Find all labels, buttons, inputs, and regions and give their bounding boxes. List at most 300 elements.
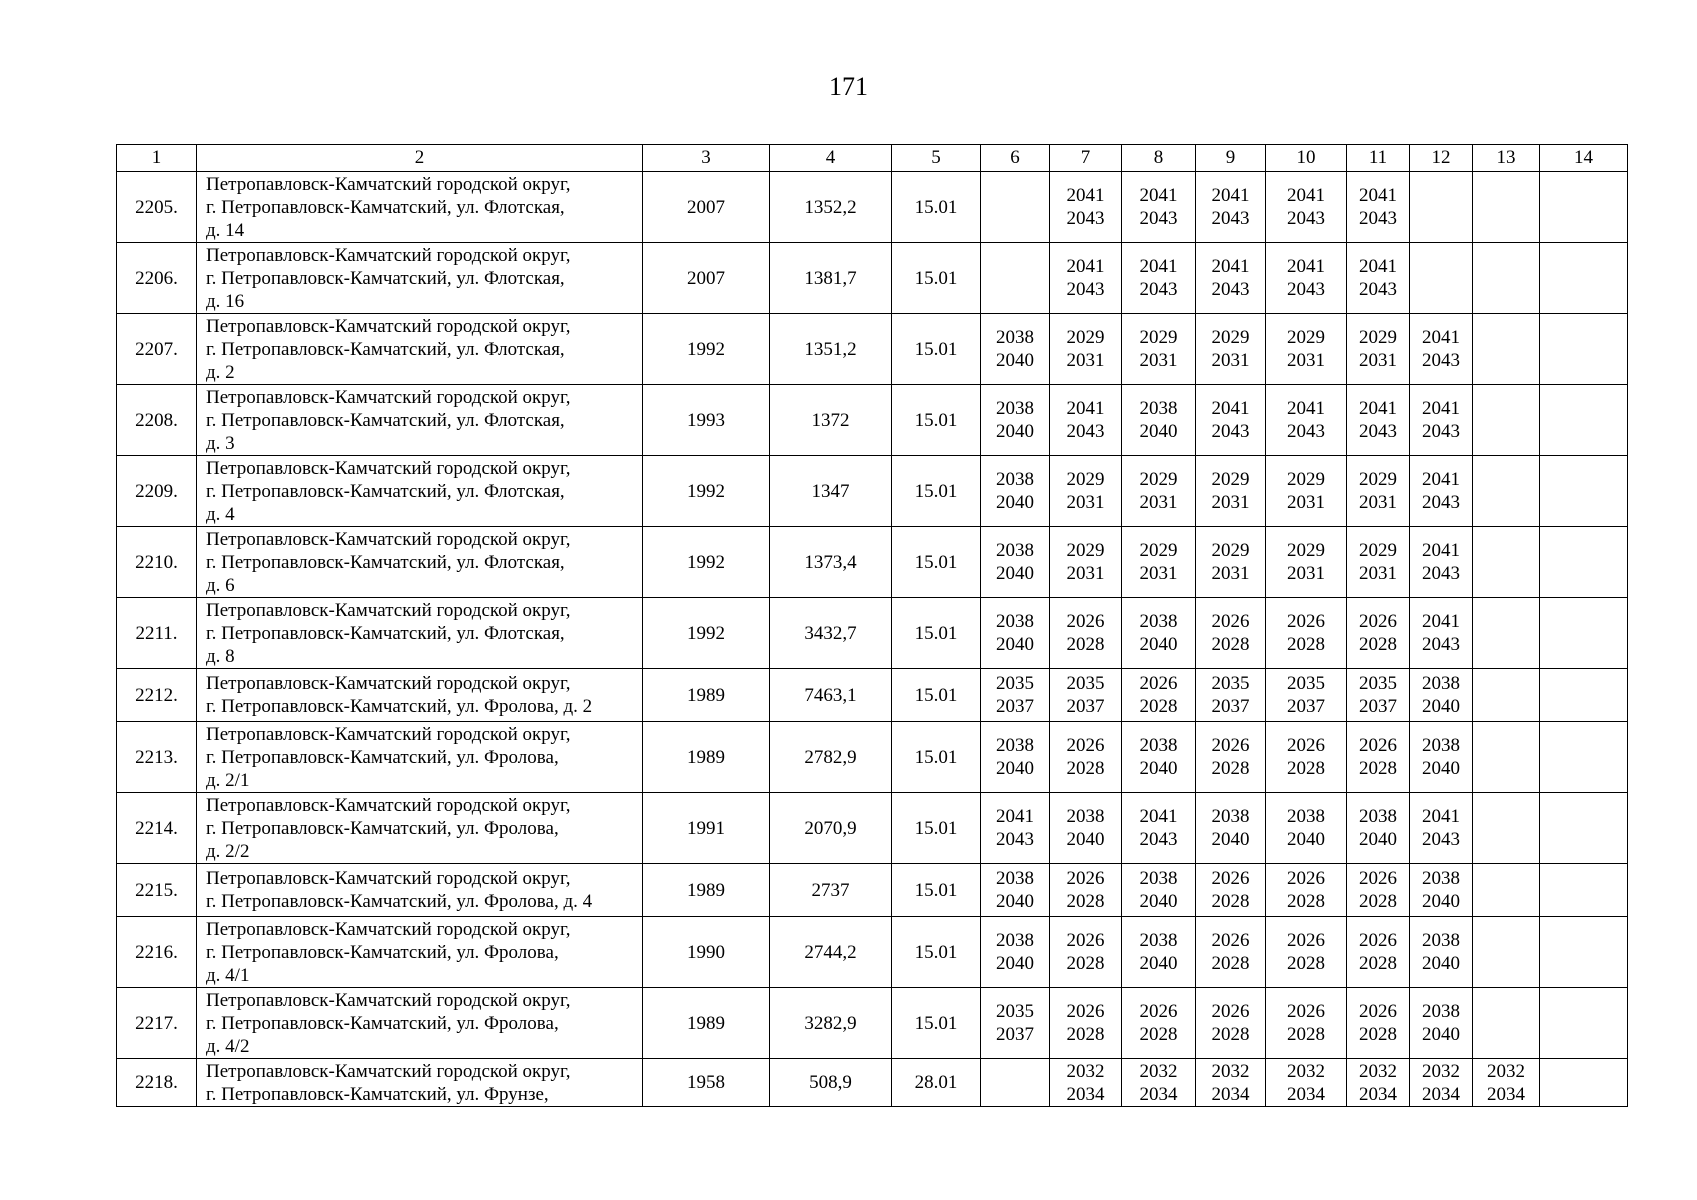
period-year: 2040 (1139, 758, 1178, 779)
period-cell-c6 (981, 917, 1050, 988)
period-cell-c6 (981, 314, 1050, 385)
code-cell: 15.01 (892, 988, 981, 1059)
period-year: 2032 (1422, 1060, 1460, 1082)
period-year: 2034 (1066, 1083, 1105, 1105)
period-year: 2032 (1066, 1060, 1105, 1082)
year-built-cell: 1992 (643, 598, 770, 669)
period-year: 2037 (1287, 696, 1325, 717)
address-cell (197, 243, 643, 314)
period-year: 2034 (1139, 1083, 1178, 1105)
period-year: 2038 (1211, 806, 1250, 827)
period-year: 2043 (1287, 279, 1325, 300)
period-cell-c13 (1473, 314, 1540, 385)
period-cell-c6 (981, 527, 1050, 598)
area-cell: 3432,7 (770, 598, 892, 669)
address-line: г. Петропавловск-Камчатский, ул. Фролова, (206, 1012, 559, 1034)
table-row (117, 385, 1628, 456)
period-year: 2034 (1487, 1083, 1525, 1105)
period-year: 2026 (1287, 868, 1325, 889)
address-line: г. Петропавловск-Камчатский, ул. Флотская, (206, 551, 565, 573)
period-cell-c6 (981, 385, 1050, 456)
period-year: 2043 (1139, 279, 1178, 300)
column-header: 6 (981, 145, 1050, 172)
code-cell: 15.01 (892, 864, 981, 917)
area-cell: 2744,2 (770, 917, 892, 988)
period-year: 2041 (1139, 256, 1178, 277)
period-cell-c8 (1122, 527, 1196, 598)
period-year: 2026 (1211, 1001, 1250, 1022)
address-line: г. Петропавловск-Камчатский, ул. Флотская, (206, 480, 565, 502)
address-line: д. 2/2 (206, 840, 250, 862)
column-header: 5 (892, 145, 981, 172)
period-cell-c12 (1410, 172, 1473, 243)
period-year: 2026 (1211, 930, 1250, 951)
table-row (117, 598, 1628, 669)
period-cell-c8 (1122, 314, 1196, 385)
address-line: Петропавловск-Камчатский городской округ, (206, 315, 571, 337)
period-year: 2040 (996, 953, 1034, 974)
address-line: Петропавловск-Камчатский городской округ, (206, 457, 571, 479)
period-cell-c12 (1410, 456, 1473, 527)
period-cell-c11 (1347, 598, 1410, 669)
address-line: д. 8 (206, 645, 235, 667)
period-cell-c11 (1347, 1059, 1410, 1107)
period-cell-c9 (1196, 456, 1266, 527)
period-year: 2040 (996, 492, 1034, 513)
period-year: 2041 (1287, 256, 1325, 277)
period-cell-c6 (981, 598, 1050, 669)
period-cell-c8 (1122, 864, 1196, 917)
period-year: 2038 (1139, 398, 1178, 419)
code-cell: 15.01 (892, 793, 981, 864)
period-cell-c9 (1196, 527, 1266, 598)
period-year: 2043 (996, 829, 1034, 850)
period-cell-c10 (1266, 917, 1347, 988)
period-year: 2026 (1139, 673, 1178, 694)
period-cell-c7 (1050, 917, 1122, 988)
period-cell-c12 (1410, 527, 1473, 598)
period-year: 2031 (1066, 492, 1105, 513)
address-line: д. 4/2 (206, 1035, 250, 1057)
period-year: 2041 (1066, 185, 1105, 206)
address-cell (197, 314, 643, 385)
period-year: 2040 (996, 891, 1034, 912)
period-year: 2038 (1139, 611, 1178, 632)
period-cell-c11 (1347, 917, 1410, 988)
address-line: г. Петропавловск-Камчатский, ул. Фролова, (206, 941, 559, 963)
period-year: 2040 (1359, 829, 1397, 850)
year-built-cell: 1991 (643, 793, 770, 864)
period-year: 2041 (996, 806, 1034, 827)
address-line: Петропавловск-Камчатский городской округ, (206, 173, 571, 195)
period-cell-c11 (1347, 527, 1410, 598)
row-number: 2208. (117, 385, 197, 456)
address-line: д. 6 (206, 574, 235, 596)
period-year: 2026 (1359, 611, 1397, 632)
table-row (117, 243, 1628, 314)
address-line: д. 2/1 (206, 769, 250, 791)
column-header: 10 (1266, 145, 1347, 172)
period-year: 2043 (1422, 350, 1460, 371)
code-cell: 15.01 (892, 722, 981, 793)
address-line: г. Петропавловск-Камчатский, ул. Флотская, (206, 196, 565, 218)
period-year: 2034 (1287, 1083, 1325, 1105)
period-year: 2029 (1211, 327, 1250, 348)
period-year: 2038 (996, 540, 1034, 561)
period-cell-c6 (981, 669, 1050, 722)
code-cell: 15.01 (892, 598, 981, 669)
period-year: 2043 (1066, 279, 1105, 300)
period-year: 2040 (1139, 634, 1178, 655)
address-line: г. Петропавловск-Камчатский, ул. Фролова, (206, 746, 559, 768)
period-year: 2031 (1139, 563, 1178, 584)
period-year: 2041 (1211, 256, 1250, 277)
period-year: 2043 (1066, 421, 1105, 442)
period-year: 2028 (1287, 758, 1325, 779)
code-cell: 15.01 (892, 527, 981, 598)
period-year: 2034 (1211, 1083, 1250, 1105)
table-row (117, 722, 1628, 793)
year-built-cell: 1989 (643, 669, 770, 722)
period-year: 2028 (1359, 953, 1397, 974)
period-year: 2040 (1422, 696, 1460, 717)
address-line: Петропавловск-Камчатский городской округ, (206, 1060, 571, 1082)
period-cell-c10 (1266, 598, 1347, 669)
period-year: 2026 (1359, 868, 1397, 889)
period-year: 2026 (1359, 930, 1397, 951)
period-year: 2031 (1139, 492, 1178, 513)
period-year: 2031 (1359, 492, 1397, 513)
period-year: 2037 (1359, 696, 1397, 717)
period-cell-c9 (1196, 598, 1266, 669)
period-cell-c7 (1050, 864, 1122, 917)
period-year: 2038 (1422, 868, 1460, 889)
period-year: 2028 (1066, 1024, 1105, 1045)
address-line: г. Петропавловск-Камчатский, ул. Флотская, (206, 622, 565, 644)
period-year: 2031 (1287, 350, 1325, 371)
period-cell-c13 (1473, 988, 1540, 1059)
year-built-cell: 2007 (643, 243, 770, 314)
period-cell-c12 (1410, 385, 1473, 456)
register-table (116, 144, 1628, 1107)
period-cell-c12 (1410, 917, 1473, 988)
period-year: 2043 (1287, 421, 1325, 442)
period-year: 2043 (1359, 208, 1397, 229)
row-number: 2218. (117, 1059, 197, 1107)
period-year: 2040 (1139, 421, 1178, 442)
period-cell-c10 (1266, 314, 1347, 385)
period-cell-c9 (1196, 1059, 1266, 1107)
period-year: 2043 (1139, 829, 1178, 850)
period-year: 2040 (1287, 829, 1325, 850)
period-year: 2041 (1066, 256, 1105, 277)
column-header: 2 (197, 145, 643, 172)
period-year: 2041 (1287, 185, 1325, 206)
period-cell-c9 (1196, 172, 1266, 243)
period-cell-c14 (1540, 243, 1628, 314)
period-cell-c13 (1473, 669, 1540, 722)
code-cell: 15.01 (892, 456, 981, 527)
period-year: 2041 (1422, 398, 1460, 419)
row-number: 2207. (117, 314, 197, 385)
address-line: д. 2 (206, 361, 235, 383)
period-cell-c13 (1473, 172, 1540, 243)
period-cell-c10 (1266, 385, 1347, 456)
period-cell-c9 (1196, 988, 1266, 1059)
period-year: 2029 (1359, 327, 1397, 348)
year-built-cell: 1993 (643, 385, 770, 456)
period-year: 2041 (1211, 398, 1250, 419)
period-year: 2034 (1359, 1083, 1397, 1105)
area-cell: 1351,2 (770, 314, 892, 385)
table-row (117, 988, 1628, 1059)
period-year: 2040 (996, 350, 1034, 371)
period-year: 2029 (1066, 469, 1105, 490)
period-cell-c13 (1473, 917, 1540, 988)
column-header: 9 (1196, 145, 1266, 172)
period-year: 2028 (1066, 891, 1105, 912)
period-year: 2038 (1422, 735, 1460, 756)
column-header: 7 (1050, 145, 1122, 172)
area-cell: 1347 (770, 456, 892, 527)
address-line: г. Петропавловск-Камчатский, ул. Флотская, (206, 267, 565, 289)
area-cell: 1373,4 (770, 527, 892, 598)
period-year: 2041 (1359, 398, 1397, 419)
column-header: 1 (117, 145, 197, 172)
period-year: 2032 (1139, 1060, 1178, 1082)
period-cell-c7 (1050, 669, 1122, 722)
year-built-cell: 1958 (643, 1059, 770, 1107)
period-cell-c13 (1473, 864, 1540, 917)
period-year: 2028 (1066, 953, 1105, 974)
address-cell (197, 722, 643, 793)
column-header: 8 (1122, 145, 1196, 172)
code-cell: 28.01 (892, 1059, 981, 1107)
address-cell (197, 1059, 643, 1107)
year-built-cell: 2007 (643, 172, 770, 243)
area-cell: 1381,7 (770, 243, 892, 314)
period-year: 2043 (1211, 208, 1250, 229)
address-line: Петропавловск-Камчатский городской округ, (206, 723, 571, 745)
period-year: 2038 (1422, 930, 1460, 951)
period-cell-c12 (1410, 1059, 1473, 1107)
period-cell-c12 (1410, 988, 1473, 1059)
period-year: 2038 (1287, 806, 1325, 827)
header-row (117, 145, 1628, 172)
period-year: 2043 (1359, 421, 1397, 442)
address-cell (197, 385, 643, 456)
period-cell-c6 (981, 172, 1050, 243)
period-year: 2043 (1422, 563, 1460, 584)
row-number: 2217. (117, 988, 197, 1059)
period-year: 2043 (1422, 492, 1460, 513)
period-year: 2043 (1211, 279, 1250, 300)
address-cell (197, 172, 643, 243)
period-year: 2029 (1287, 327, 1325, 348)
period-cell-c10 (1266, 243, 1347, 314)
period-cell-c6 (981, 243, 1050, 314)
table-row (117, 314, 1628, 385)
period-year: 2031 (1211, 563, 1250, 584)
period-year: 2031 (1359, 563, 1397, 584)
period-cell-c9 (1196, 722, 1266, 793)
period-cell-c11 (1347, 385, 1410, 456)
period-cell-c13 (1473, 527, 1540, 598)
period-year: 2031 (1287, 563, 1325, 584)
period-year: 2028 (1139, 696, 1178, 717)
period-year: 2041 (1139, 806, 1178, 827)
period-year: 2040 (1139, 891, 1178, 912)
period-cell-c7 (1050, 722, 1122, 793)
period-cell-c7 (1050, 456, 1122, 527)
period-year: 2031 (1066, 563, 1105, 584)
code-cell: 15.01 (892, 243, 981, 314)
period-cell-c10 (1266, 1059, 1347, 1107)
period-cell-c6 (981, 988, 1050, 1059)
table-row (117, 669, 1628, 722)
period-year: 2035 (1066, 673, 1105, 694)
period-cell-c14 (1540, 385, 1628, 456)
period-year: 2031 (1139, 350, 1178, 371)
period-cell-c9 (1196, 314, 1266, 385)
period-year: 2040 (996, 634, 1034, 655)
column-header: 4 (770, 145, 892, 172)
period-year: 2028 (1287, 953, 1325, 974)
period-cell-c11 (1347, 988, 1410, 1059)
address-line: г. Петропавловск-Камчатский, ул. Фрунзе, (206, 1083, 549, 1105)
period-year: 2029 (1066, 327, 1105, 348)
area-cell: 508,9 (770, 1059, 892, 1107)
period-year: 2028 (1359, 1024, 1397, 1045)
address-cell (197, 917, 643, 988)
period-year: 2029 (1066, 540, 1105, 561)
address-cell (197, 864, 643, 917)
period-cell-c8 (1122, 456, 1196, 527)
period-cell-c14 (1540, 598, 1628, 669)
period-year: 2040 (1139, 953, 1178, 974)
period-cell-c11 (1347, 793, 1410, 864)
period-year: 2028 (1066, 634, 1105, 655)
period-year: 2041 (1359, 185, 1397, 206)
period-year: 2040 (1422, 758, 1460, 779)
period-cell-c11 (1347, 722, 1410, 793)
period-year: 2026 (1066, 735, 1105, 756)
period-year: 2040 (1211, 829, 1250, 850)
period-year: 2029 (1139, 327, 1178, 348)
period-cell-c9 (1196, 669, 1266, 722)
period-year: 2029 (1139, 540, 1178, 561)
table-row (117, 1059, 1628, 1107)
period-cell-c13 (1473, 722, 1540, 793)
period-year: 2028 (1287, 634, 1325, 655)
period-year: 2041 (1211, 185, 1250, 206)
period-year: 2038 (1422, 1001, 1460, 1022)
period-cell-c14 (1540, 864, 1628, 917)
period-year: 2041 (1422, 327, 1460, 348)
period-cell-c12 (1410, 864, 1473, 917)
period-year: 2031 (1287, 492, 1325, 513)
period-year: 2026 (1066, 930, 1105, 951)
period-year: 2035 (996, 1001, 1034, 1022)
period-cell-c8 (1122, 917, 1196, 988)
period-year: 2040 (1422, 1024, 1460, 1045)
period-year: 2026 (1211, 735, 1250, 756)
period-year: 2038 (996, 735, 1034, 756)
period-year: 2028 (1211, 634, 1250, 655)
period-year: 2026 (1211, 611, 1250, 632)
period-cell-c7 (1050, 1059, 1122, 1107)
period-year: 2028 (1211, 953, 1250, 974)
table-row (117, 864, 1628, 917)
period-year: 2028 (1359, 758, 1397, 779)
period-cell-c6 (981, 864, 1050, 917)
period-cell-c11 (1347, 172, 1410, 243)
period-year: 2029 (1287, 540, 1325, 561)
period-cell-c7 (1050, 988, 1122, 1059)
period-year: 2041 (1139, 185, 1178, 206)
address-line: д. 16 (206, 290, 245, 312)
period-year: 2035 (996, 673, 1034, 694)
period-year: 2028 (1287, 891, 1325, 912)
row-number: 2216. (117, 917, 197, 988)
period-cell-c6 (981, 1059, 1050, 1107)
period-year: 2040 (1422, 953, 1460, 974)
period-cell-c12 (1410, 793, 1473, 864)
period-cell-c11 (1347, 864, 1410, 917)
period-cell-c14 (1540, 793, 1628, 864)
period-year: 2028 (1139, 1024, 1178, 1045)
period-cell-c7 (1050, 793, 1122, 864)
period-year: 2029 (1287, 469, 1325, 490)
year-built-cell: 1992 (643, 527, 770, 598)
period-year: 2028 (1287, 1024, 1325, 1045)
row-number: 2209. (117, 456, 197, 527)
row-number: 2215. (117, 864, 197, 917)
period-cell-c8 (1122, 172, 1196, 243)
period-cell-c11 (1347, 456, 1410, 527)
period-cell-c14 (1540, 988, 1628, 1059)
period-year: 2043 (1422, 634, 1460, 655)
period-year: 2041 (1066, 398, 1105, 419)
year-built-cell: 1989 (643, 722, 770, 793)
table-row (117, 793, 1628, 864)
period-cell-c10 (1266, 988, 1347, 1059)
period-year: 2028 (1066, 758, 1105, 779)
period-year: 2043 (1066, 208, 1105, 229)
row-number: 2206. (117, 243, 197, 314)
row-number: 2205. (117, 172, 197, 243)
period-year: 2029 (1139, 469, 1178, 490)
period-cell-c12 (1410, 598, 1473, 669)
period-year: 2026 (1066, 1001, 1105, 1022)
period-year: 2041 (1422, 469, 1460, 490)
period-year: 2031 (1211, 350, 1250, 371)
address-cell (197, 527, 643, 598)
period-year: 2037 (1211, 696, 1250, 717)
period-year: 2043 (1359, 279, 1397, 300)
address-line: Петропавловск-Камчатский городской округ, (206, 868, 571, 889)
year-built-cell: 1989 (643, 988, 770, 1059)
address-line: д. 4 (206, 503, 235, 525)
period-cell-c8 (1122, 988, 1196, 1059)
period-cell-c14 (1540, 314, 1628, 385)
period-year: 2028 (1359, 634, 1397, 655)
year-built-cell: 1990 (643, 917, 770, 988)
table-row (117, 527, 1628, 598)
period-year: 2026 (1211, 868, 1250, 889)
period-year: 2038 (996, 930, 1034, 951)
period-cell-c12 (1410, 722, 1473, 793)
